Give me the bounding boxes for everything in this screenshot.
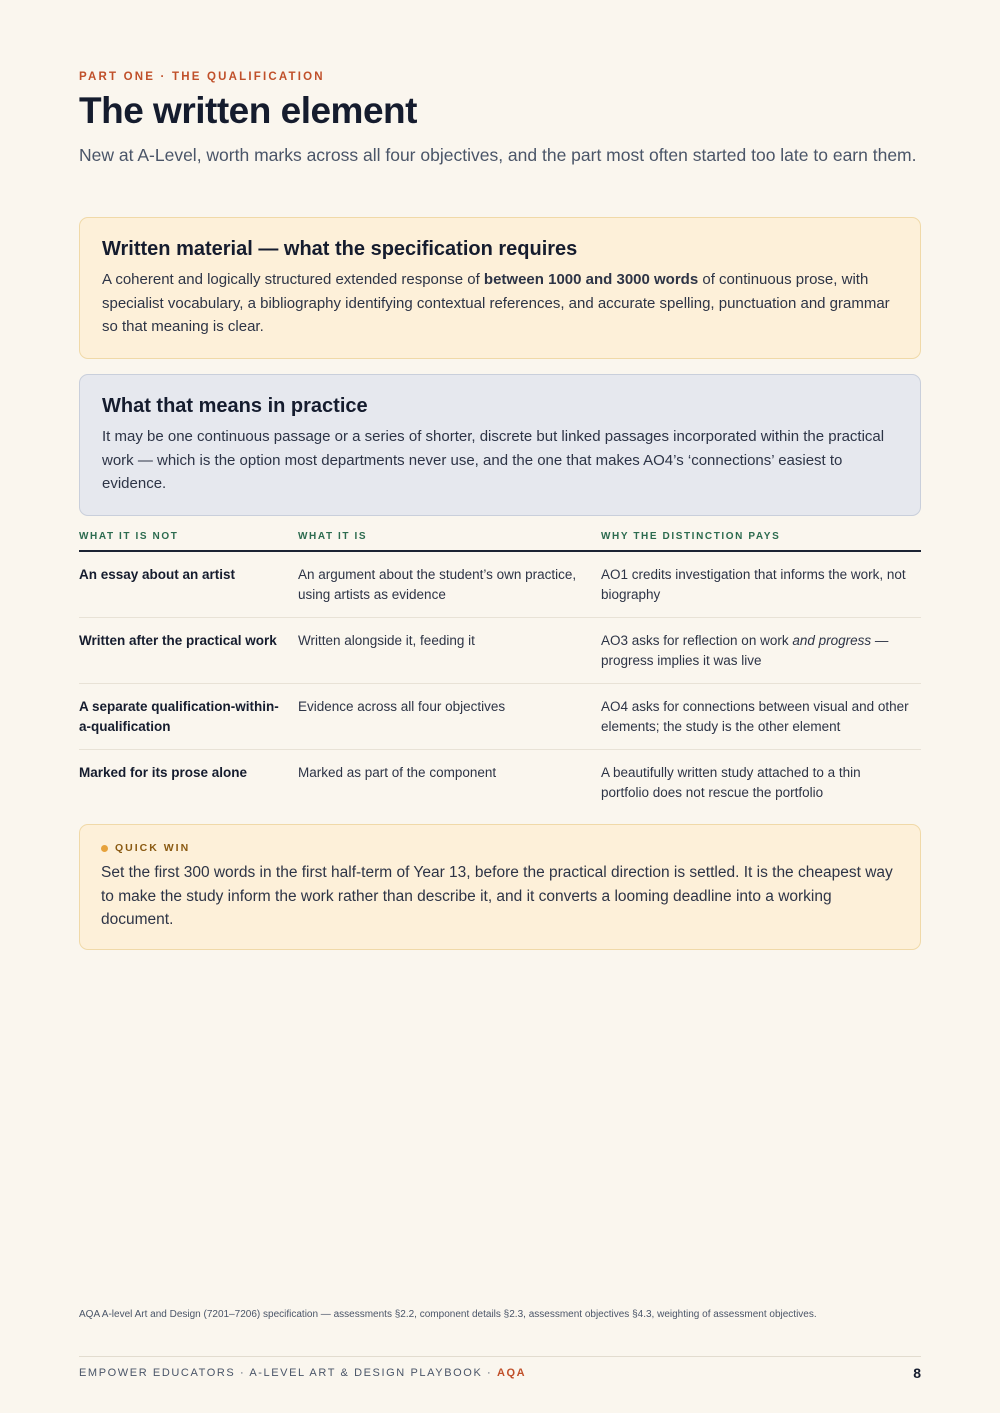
quick-win-text: Set the first 300 words in the first half-term of Year 13, before the practical direction is settled. It is the cheapest way to make the study inform the work rather than describe it, and it converts a looming deadline into a working document. <box>101 864 893 928</box>
cell-is: Written alongside it, feeding it <box>298 618 601 684</box>
column-header-is: WHAT IT IS <box>298 528 601 551</box>
table-row <box>79 684 921 750</box>
section-kicker: PART ONE · THE QUALIFICATION <box>79 71 325 83</box>
cell-why: AO3 asks for reflection on work and progress — progress implies it was live <box>601 618 921 684</box>
cell-is: Marked as part of the component <box>298 765 497 780</box>
cell-why: AO4 asks for connections between visual and other elements; the study is the other element <box>601 684 921 750</box>
bullet-dot-icon <box>101 845 108 852</box>
source-footnote: AQA A-level Art and Design (7201–7206) specification — assessments §2.2, component details §2.3, assessment objectives §4.3, weighting of assessment objectives. <box>79 1309 817 1320</box>
cell-why: A beautifully written study attached to a thin portfolio does not rescue the portfolio <box>601 765 861 800</box>
specification-box <box>79 217 921 359</box>
cell-why: AO1 credits investigation that informs the work, not biography <box>601 551 921 618</box>
practice-heading: What that means in practice <box>102 395 368 417</box>
cell-not: An essay about an artist <box>79 551 298 618</box>
column-header-not: WHAT IT IS NOT <box>79 528 298 551</box>
table-row <box>79 618 921 684</box>
quick-win-box <box>79 824 921 950</box>
cell-is: An argument about the student’s own practice, using artists as evidence <box>298 551 601 618</box>
page-subtitle: New at A-Level, worth marks across all four objectives, and the part most often started too late to earn them. <box>79 145 917 165</box>
column-header-why: WHY THE DISTINCTION PAYS <box>601 528 921 551</box>
footer-brand: AQA <box>496 1367 527 1379</box>
specification-text: A coherent and logically structured extended response of between 1000 and 3000 words of continuous prose, with specialist vocabulary, a bibliography identifying contextual references, and accurate spelling, punctuation and grammar so that meaning is clear. <box>102 271 890 335</box>
practice-text: It may be one continuous passage or a series of shorter, discrete but linked passages incorporated within the practical work — which is the option most departments never use, and the one that makes AO4’s ‘connections’ easiest to evidence. <box>102 428 885 492</box>
quick-win-label: QUICK WIN <box>101 842 899 854</box>
cell-not: A separate qualification-within-a-qualification <box>79 684 298 750</box>
footer-publication: EMPOWER EDUCATORS · A-LEVEL ART & DESIGN PLAYBOOK · AQA <box>79 1367 527 1379</box>
specification-heading: Written material — what the specification requires <box>102 238 578 260</box>
table-row <box>79 750 921 816</box>
practice-box <box>79 374 921 516</box>
word-count-highlight: between 1000 and 3000 words <box>483 271 699 288</box>
table-header-row <box>79 528 921 551</box>
cell-is: Evidence across all four objectives <box>298 684 601 750</box>
distinction-table <box>79 528 921 815</box>
page-number: 8 <box>913 1365 921 1381</box>
table-row <box>79 551 921 618</box>
footer-divider <box>79 1356 921 1357</box>
cell-not: Written after the practical work <box>79 618 298 684</box>
page-title: The written element <box>79 90 417 131</box>
cell-not: Marked for its prose alone <box>79 765 248 780</box>
